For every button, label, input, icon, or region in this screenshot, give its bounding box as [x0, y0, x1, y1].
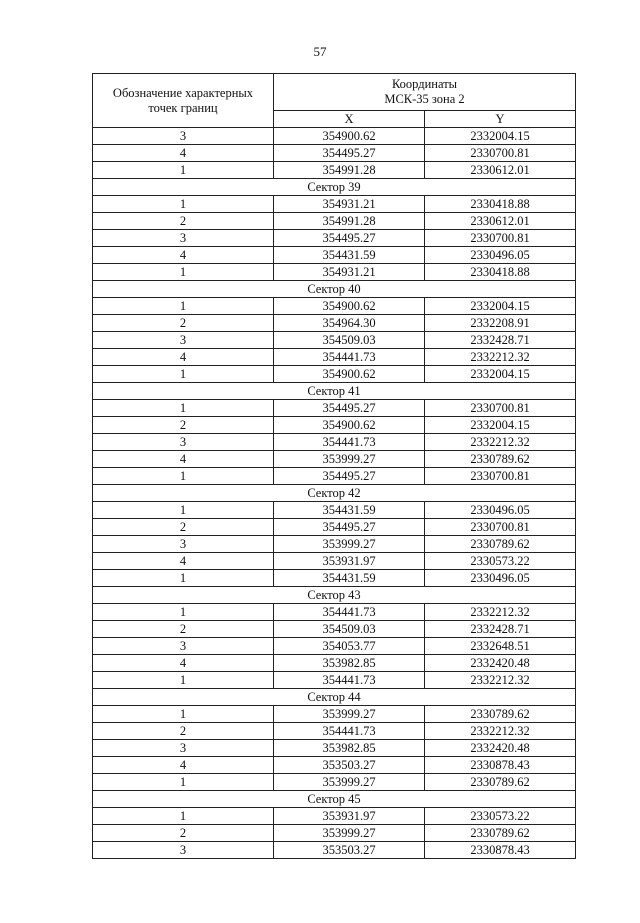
header-y: Y: [425, 111, 576, 128]
cell-y: 2332420.48: [425, 655, 576, 672]
cell-y: 2330612.01: [425, 162, 576, 179]
table-row: [93, 757, 576, 774]
cell-x: 354900.62: [274, 366, 425, 383]
cell-point: 4: [93, 145, 274, 162]
cell-y: 2330573.22: [425, 808, 576, 825]
cell-y: 2332212.32: [425, 723, 576, 740]
table-row: [93, 332, 576, 349]
cell-point: 1: [93, 604, 274, 621]
table-row: [93, 196, 576, 213]
table-row: [93, 842, 576, 859]
table-row: [93, 298, 576, 315]
table-body: [93, 128, 576, 859]
cell-x: 354900.62: [274, 298, 425, 315]
table-row: [93, 672, 576, 689]
cell-y: 2332004.15: [425, 417, 576, 434]
cell-y: 2330700.81: [425, 400, 576, 417]
cell-y: 2332004.15: [425, 298, 576, 315]
cell-x: 354991.28: [274, 162, 425, 179]
table-row: [93, 451, 576, 468]
cell-y: 2330789.62: [425, 451, 576, 468]
cell-x: 354431.59: [274, 570, 425, 587]
cell-y: 2332004.15: [425, 366, 576, 383]
cell-y: 2332212.32: [425, 434, 576, 451]
cell-y: 2330496.05: [425, 502, 576, 519]
cell-point: 1: [93, 774, 274, 791]
coordinates-table: [92, 73, 576, 859]
table-row: [93, 808, 576, 825]
cell-point: 2: [93, 723, 274, 740]
cell-point: 1: [93, 366, 274, 383]
table-row: [93, 655, 576, 672]
cell-x: 354509.03: [274, 621, 425, 638]
table-row: [93, 145, 576, 162]
cell-point: 4: [93, 655, 274, 672]
table-row: [93, 417, 576, 434]
cell-x: 353999.27: [274, 451, 425, 468]
cell-x: 354931.21: [274, 196, 425, 213]
cell-y: 2330878.43: [425, 757, 576, 774]
cell-y: 2332420.48: [425, 740, 576, 757]
cell-point: 2: [93, 825, 274, 842]
cell-point: 4: [93, 247, 274, 264]
cell-y: 2330789.62: [425, 825, 576, 842]
cell-x: 354509.03: [274, 332, 425, 349]
table-row: [93, 570, 576, 587]
cell-point: 2: [93, 621, 274, 638]
cell-y: 2332004.15: [425, 128, 576, 145]
cell-x: 354495.27: [274, 468, 425, 485]
cell-point: 1: [93, 400, 274, 417]
table-row: [93, 162, 576, 179]
sector-label: Сектор 44: [93, 689, 576, 706]
cell-point: 1: [93, 468, 274, 485]
cell-y: 2330789.62: [425, 706, 576, 723]
cell-point: 1: [93, 706, 274, 723]
cell-point: 1: [93, 298, 274, 315]
table-row: [93, 247, 576, 264]
cell-y: 2330700.81: [425, 468, 576, 485]
cell-x: 354931.21: [274, 264, 425, 281]
cell-point: 3: [93, 230, 274, 247]
table-row: [93, 638, 576, 655]
sector-row: [93, 179, 576, 196]
header-point-designation: Обозначение характерных точек границ: [93, 74, 274, 128]
cell-point: 1: [93, 264, 274, 281]
cell-point: 2: [93, 315, 274, 332]
table-row: [93, 502, 576, 519]
cell-x: 354053.77: [274, 638, 425, 655]
cell-y: 2330496.05: [425, 247, 576, 264]
cell-y: 2330418.88: [425, 196, 576, 213]
header-x: X: [274, 111, 425, 128]
cell-x: 354495.27: [274, 230, 425, 247]
cell-point: 1: [93, 808, 274, 825]
table-row: [93, 604, 576, 621]
table-row: [93, 230, 576, 247]
cell-y: 2332212.32: [425, 672, 576, 689]
page-number: 57: [313, 44, 327, 59]
sector-row: [93, 689, 576, 706]
table-row: [93, 536, 576, 553]
sector-label: Сектор 45: [93, 791, 576, 808]
cell-x: 354900.62: [274, 128, 425, 145]
table-row: [93, 128, 576, 145]
table-header-row: [93, 74, 576, 111]
cell-point: 1: [93, 672, 274, 689]
table-row: [93, 706, 576, 723]
cell-point: 4: [93, 757, 274, 774]
cell-x: 353503.27: [274, 757, 425, 774]
table-row: [93, 621, 576, 638]
cell-x: 354441.73: [274, 604, 425, 621]
cell-y: 2330496.05: [425, 570, 576, 587]
cell-x: 353999.27: [274, 774, 425, 791]
cell-x: 353999.27: [274, 706, 425, 723]
cell-y: 2330700.81: [425, 145, 576, 162]
cell-x: 353503.27: [274, 842, 425, 859]
cell-y: 2332212.32: [425, 349, 576, 366]
cell-point: 1: [93, 196, 274, 213]
cell-point: 1: [93, 502, 274, 519]
cell-y: 2330878.43: [425, 842, 576, 859]
cell-x: 354495.27: [274, 145, 425, 162]
cell-point: 2: [93, 519, 274, 536]
cell-x: 354441.73: [274, 349, 425, 366]
cell-y: 2330612.01: [425, 213, 576, 230]
header-coordinates-title: Координаты: [391, 77, 458, 91]
cell-y: 2330789.62: [425, 774, 576, 791]
cell-point: 3: [93, 740, 274, 757]
table-row: [93, 723, 576, 740]
cell-point: 3: [93, 638, 274, 655]
cell-point: 3: [93, 128, 274, 145]
cell-y: 2332212.32: [425, 604, 576, 621]
table-row: [93, 434, 576, 451]
cell-y: 2330789.62: [425, 536, 576, 553]
table-row: [93, 315, 576, 332]
cell-y: 2332208.91: [425, 315, 576, 332]
table-row: [93, 774, 576, 791]
header-coordinates: [274, 74, 576, 111]
sector-row: [93, 587, 576, 604]
sector-label: Сектор 42: [93, 485, 576, 502]
sector-row: [93, 383, 576, 400]
cell-x: 353931.97: [274, 808, 425, 825]
table-row: [93, 213, 576, 230]
cell-x: 354991.28: [274, 213, 425, 230]
cell-x: 353982.85: [274, 740, 425, 757]
table-row: [93, 825, 576, 842]
cell-point: 3: [93, 434, 274, 451]
table-row: [93, 740, 576, 757]
cell-x: 353999.27: [274, 825, 425, 842]
cell-point: 3: [93, 332, 274, 349]
sector-label: Сектор 39: [93, 179, 576, 196]
cell-point: 3: [93, 536, 274, 553]
table-row: [93, 264, 576, 281]
cell-x: 354431.59: [274, 502, 425, 519]
cell-x: 354441.73: [274, 723, 425, 740]
table-row: [93, 400, 576, 417]
sector-label: Сектор 41: [93, 383, 576, 400]
cell-point: 2: [93, 213, 274, 230]
cell-y: 2330700.81: [425, 230, 576, 247]
table-row: [93, 349, 576, 366]
cell-y: 2330700.81: [425, 519, 576, 536]
table-row: [93, 519, 576, 536]
table-row: [93, 468, 576, 485]
cell-point: 4: [93, 553, 274, 570]
sector-row: [93, 281, 576, 298]
cell-x: 354441.73: [274, 434, 425, 451]
cell-x: 354495.27: [274, 519, 425, 536]
header-coordinate-system: МСК-35 зона 2: [384, 92, 465, 106]
cell-point: 4: [93, 451, 274, 468]
cell-point: 2: [93, 417, 274, 434]
cell-point: 1: [93, 570, 274, 587]
cell-point: 3: [93, 842, 274, 859]
cell-y: 2330573.22: [425, 553, 576, 570]
cell-x: 354441.73: [274, 672, 425, 689]
cell-y: 2332428.71: [425, 621, 576, 638]
sector-label: Сектор 43: [93, 587, 576, 604]
cell-x: 353999.27: [274, 536, 425, 553]
sector-label: Сектор 40: [93, 281, 576, 298]
cell-x: 354495.27: [274, 400, 425, 417]
sector-row: [93, 791, 576, 808]
sector-row: [93, 485, 576, 502]
cell-point: 1: [93, 162, 274, 179]
cell-y: 2332648.51: [425, 638, 576, 655]
cell-x: 354900.62: [274, 417, 425, 434]
table-row: [93, 553, 576, 570]
cell-x: 353982.85: [274, 655, 425, 672]
cell-x: 354964.30: [274, 315, 425, 332]
cell-x: 354431.59: [274, 247, 425, 264]
cell-y: 2332428.71: [425, 332, 576, 349]
cell-point: 4: [93, 349, 274, 366]
cell-x: 353931.97: [274, 553, 425, 570]
cell-y: 2330418.88: [425, 264, 576, 281]
table-row: [93, 366, 576, 383]
